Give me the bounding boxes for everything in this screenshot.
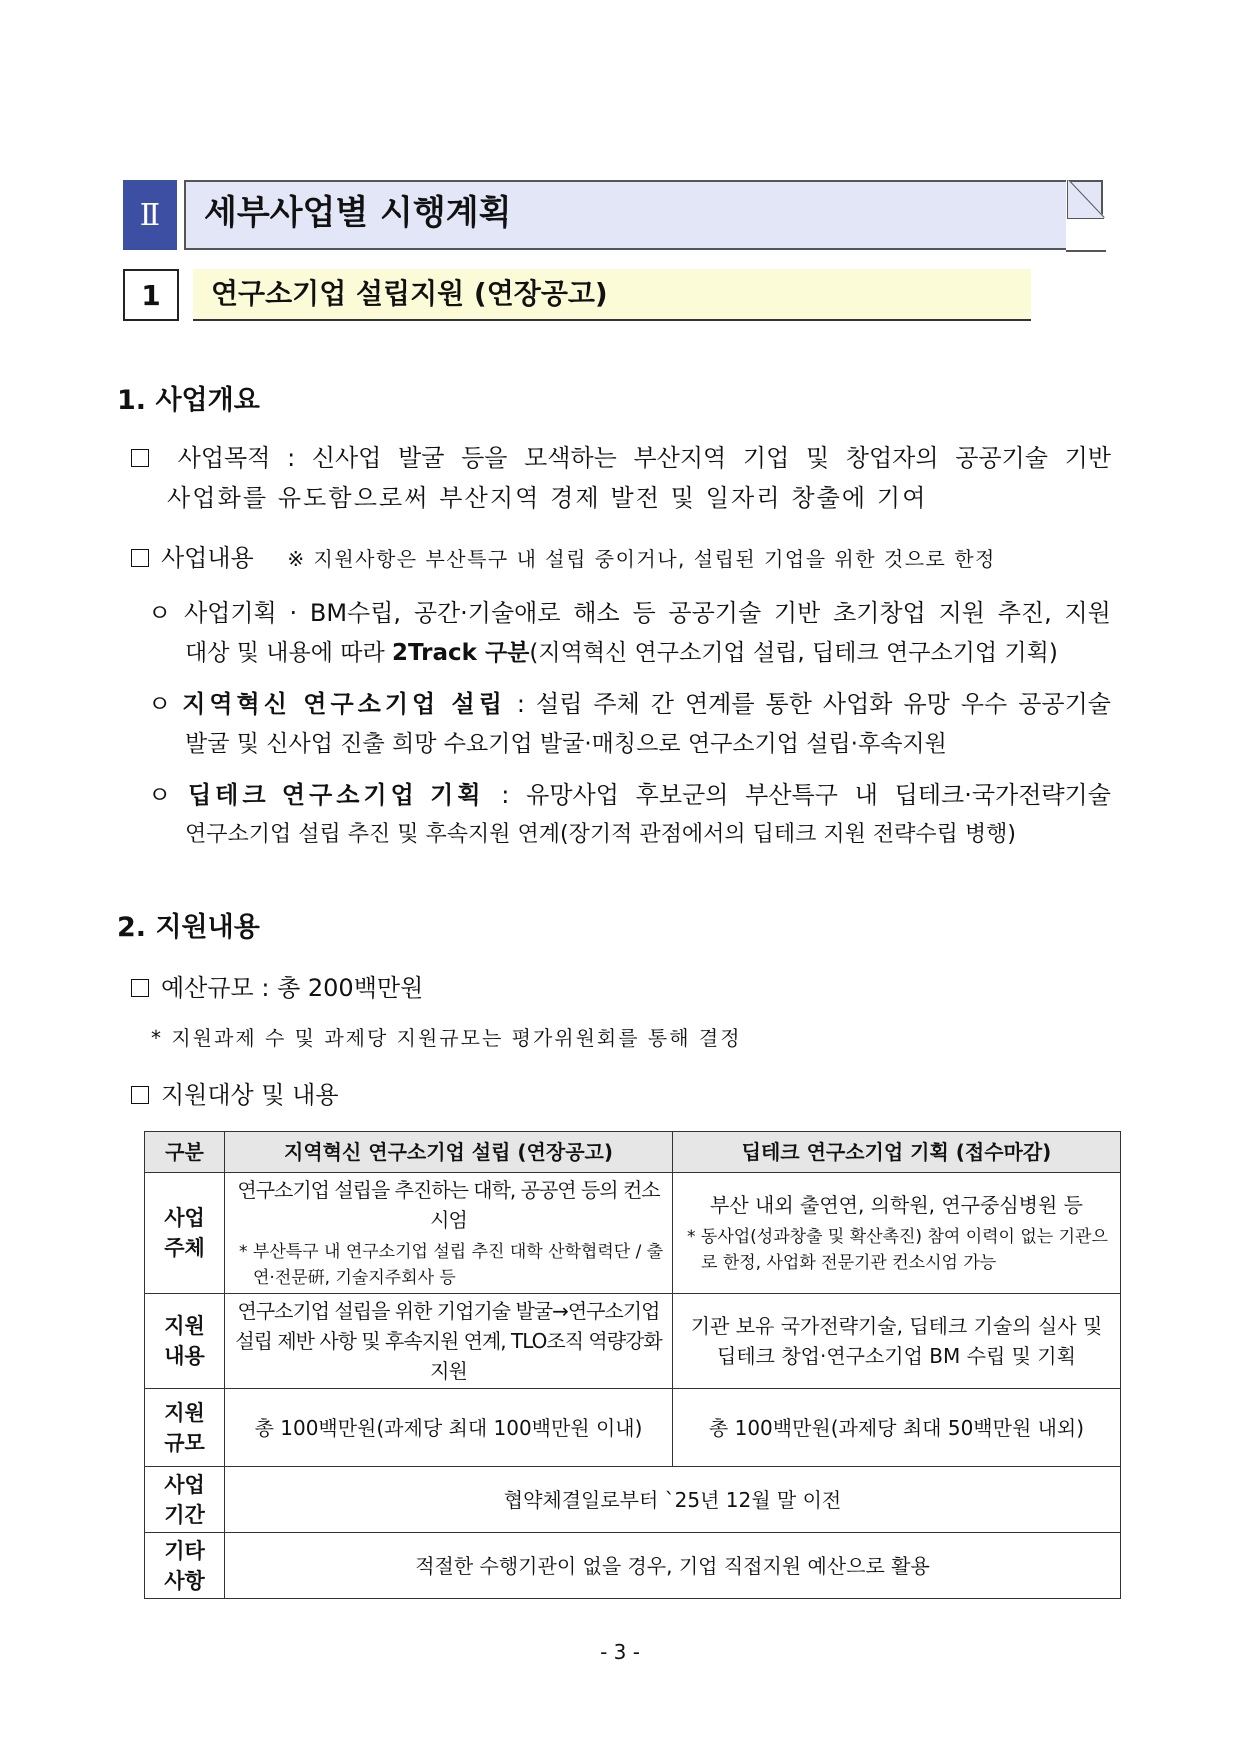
cell-main-text: 부산 내외 출연연, 의학원, 연구중심병원 등 bbox=[710, 1193, 1083, 1217]
table-cell: 총 100백만원(과제당 최대 100백만원 이내) bbox=[225, 1389, 673, 1467]
purpose-line-2: 사업화를 유도함으로써 부산지역 경제 발전 및 일자리 창출에 기여 bbox=[167, 484, 928, 512]
row-label: 지원 내용 bbox=[145, 1294, 225, 1389]
subsection-title: 연구소기업 설립지원 (연장공고) bbox=[211, 277, 608, 310]
table-row bbox=[145, 1533, 1121, 1599]
section-title: 세부사업별 시행계획 bbox=[204, 193, 512, 233]
table-header: 딥테크 연구소기업 기획 (접수마감) bbox=[673, 1132, 1121, 1173]
checkbox-icon bbox=[131, 440, 161, 476]
table-row bbox=[145, 1389, 1121, 1467]
bullet-3-line-1: ㅇ 딥테크 연구소기업 기획 : 유망사업 후보군의 부산특구 내 딥테크·국가전략기술 bbox=[148, 777, 1111, 813]
table-cell: 기관 보유 국가전략기술, 딥테크 기술의 실사 및 딥테크 창업·연구소기업 BM 수립 및 기획 bbox=[673, 1294, 1121, 1389]
overview-heading: 1. 사업개요 bbox=[117, 385, 260, 416]
bullet-1-line-2: 대상 및 내용에 따라 2Track 구분(지역혁신 연구소기업 설립, 딥테크 연구소기업 기획) bbox=[185, 640, 1058, 666]
row-label: 사업 기간 bbox=[145, 1467, 225, 1533]
table-row bbox=[145, 1173, 1121, 1294]
support-table bbox=[144, 1131, 1121, 1599]
bullet-2-line-1: ㅇ 지역혁신 연구소기업 설립 : 설립 주체 간 연계를 통한 사업화 유망 우수 공공기술 bbox=[148, 686, 1111, 722]
page-number: - 3 - bbox=[600, 1640, 640, 1664]
page-fold-icon bbox=[1066, 180, 1106, 252]
table-header: 지역혁신 연구소기업 설립 (연장공고) bbox=[225, 1132, 673, 1173]
table-row bbox=[145, 1294, 1121, 1389]
table-cell bbox=[673, 1173, 1121, 1294]
checkbox-icon bbox=[131, 1081, 161, 1109]
table-cell: 적절한 수행기관이 없을 경우, 기업 직접지원 예산으로 활용 bbox=[225, 1533, 1121, 1599]
purpose-line-1: 사업목적 : 신사업 발굴 등을 모색하는 부산지역 기업 및 창업자의 공공기술 기반 bbox=[131, 440, 1111, 476]
subsection-number: 1 bbox=[123, 269, 179, 321]
support-heading: 2. 지원내용 bbox=[117, 912, 260, 943]
bullet-circle-icon: ㅇ bbox=[148, 690, 172, 718]
checkbox-icon bbox=[131, 974, 161, 1002]
table-header-row bbox=[145, 1132, 1121, 1173]
target-line: 지원대상 및 내용 bbox=[131, 1077, 339, 1113]
content-note: ※ 지원사항은 부산특구 내 설립 중이거나, 설립된 기업을 위한 것으로 한정 bbox=[287, 547, 996, 571]
bullet-circle-icon: ㅇ bbox=[148, 781, 172, 809]
table-row bbox=[145, 1467, 1121, 1533]
content-line: 사업내용 ※ 지원사항은 부산특구 내 설립 중이거나, 설립된 기업을 위한 것으로 한정 bbox=[131, 540, 996, 577]
checkbox-icon bbox=[131, 544, 161, 572]
budget-note: * 지원과제 수 및 과제당 지원규모는 평가위원회를 통해 결정 bbox=[151, 1026, 742, 1050]
bullet-2-line-2: 발굴 및 신사업 진출 희망 수요기업 발굴·매칭으로 연구소기업 설립·후속지원 bbox=[185, 731, 947, 757]
budget-line: 예산규모 : 총 200백만원 bbox=[131, 970, 423, 1006]
table-header: 구분 bbox=[145, 1132, 225, 1173]
bullet-3-line-2: 연구소기업 설립 추진 및 후속지원 연계(장기적 관점에서의 딥테크 지원 전략수립 병행) bbox=[185, 822, 1016, 847]
table-cell: 총 100백만원(과제당 최대 50백만원 내외) bbox=[673, 1389, 1121, 1467]
table-cell: 협약체결일로부터 `25년 12월 말 이전 bbox=[225, 1467, 1121, 1533]
row-label: 기타 사항 bbox=[145, 1533, 225, 1599]
row-label: 사업 주체 bbox=[145, 1173, 225, 1294]
bullet-1-line-1: ㅇ 사업기획 · BM수립, 공간·기술애로 해소 등 공공기술 기반 초기창업 지원 추진, 지원 bbox=[148, 595, 1111, 631]
table-cell bbox=[225, 1173, 673, 1294]
table-cell: 연구소기업 설립을 위한 기업기술 발굴→연구소기업 설립 제반 사항 및 후속지원 연계, TLO조직 역량강화 지원 bbox=[225, 1294, 673, 1389]
section-number: Ⅱ bbox=[123, 180, 177, 250]
cell-note: * 부산특구 내 연구소기업 설립 추진 대학 산학협력단 / 출연·전문硏, 기술지주회사 등 bbox=[239, 1242, 664, 1288]
row-label: 지원 규모 bbox=[145, 1389, 225, 1467]
bullet-circle-icon: ㅇ bbox=[148, 599, 172, 627]
cell-note: * 동사업(성과창출 및 확산촉진) 참여 이력이 없는 기관으로 한정, 사업화 전문기관 컨소시엄 가능 bbox=[687, 1227, 1108, 1273]
cell-main-text: 연구소기업 설립을 추진하는 대학, 공공연 등의 컨소시엄 bbox=[237, 1178, 660, 1232]
